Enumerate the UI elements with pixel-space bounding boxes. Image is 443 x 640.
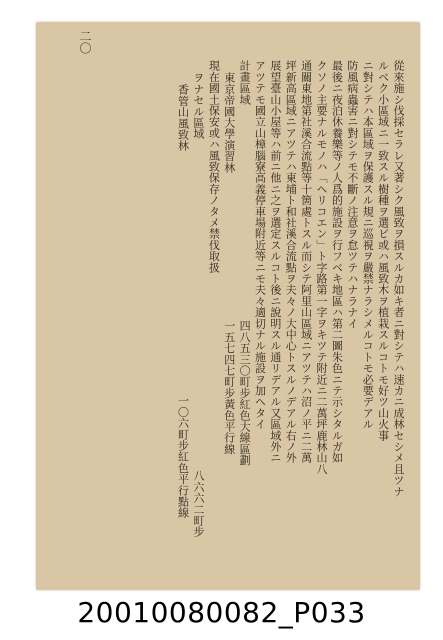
text-column — [283, 60, 298, 560]
text-column — [175, 60, 190, 584]
text-column — [191, 60, 206, 572]
column-text: 防風病蟲害ニ對シテモ不斷ノ注意ヲ怠ツテハナラナイ — [345, 60, 359, 329]
text-column — [221, 60, 236, 572]
column-text: アツテモ國立山樟腦寮高義停車場附近等ニモ夫々適切ナル施設ヲ加ヘタイ — [253, 60, 267, 430]
text-column — [344, 60, 359, 560]
area-value: 四八五三〇町步紅色大線區劃 — [238, 320, 252, 466]
column-text: 通關東地第社溪合流點等十箇處トスル而シテ阿里山區域ニアツテハ沼ノ平ニ二萬 — [299, 60, 313, 464]
image-caption: 20010080082_P033 — [77, 596, 366, 629]
area-label: 香管山風致林 — [176, 84, 190, 152]
text-column — [298, 60, 313, 560]
area-value: 一〇六町步紅色平行點線 — [176, 395, 190, 519]
text-column — [206, 60, 221, 560]
text-column — [375, 60, 390, 560]
column-text: 從來施シ伐採セラレ又著シク風致ヲ損スルカ如キ者ニ對シテハ速カニ成林セシメ且ツナ — [392, 60, 405, 497]
area-label: ヲナセル區域 — [191, 72, 205, 140]
column-text: 最後ニ夜泊休養樂等ノ人爲的施設ヲ行フベキ地區ハ第二圖朱色ニテ示シタルガ如 — [330, 60, 344, 464]
column-text: ルベク小區域ニ一致スル樹種ヲ選ビ或ハ風致木ヲ植栽スルコトモ好ツ山火事 — [376, 60, 390, 441]
column-text: 現在國土保安或ハ風致保存ノタメ禁伐取扱 — [207, 60, 221, 273]
column-text: 坪新高區域ニアツテハ東埔ト和社溪合流點ヲ夫々ノ大中心トスルノデアル右ノ外 — [284, 60, 298, 464]
text-column — [391, 60, 406, 560]
text-column — [237, 60, 252, 560]
column-text: クソノ主要ナルモノハ「ヘリコエン」ト字路第一字ヲキツテ附近ニ二萬坪鹿林山八 — [315, 60, 329, 475]
scanned-page — [36, 22, 420, 590]
text-column — [329, 60, 344, 560]
vertical-text-block — [106, 60, 406, 560]
text-column — [360, 60, 375, 560]
column-text: ニ對シテハ本區域ヲ保護スル規ニ巡視ヲ嚴禁ナラシメルコトモ必要デアル — [361, 60, 375, 430]
area-value: 一五七四七町步黃色平行線 — [222, 320, 236, 455]
text-column — [267, 60, 282, 560]
column-text: 展望臺山小屋等ハ前ニ他ニ之ヲ選定スルコト後ニ說明スル通リデアル又區域外ニ — [268, 60, 282, 464]
text-column — [252, 60, 267, 560]
area-value: 八六六二町步 — [191, 470, 205, 538]
text-column — [314, 60, 329, 560]
area-label: 東京帝國大學演習林 — [222, 72, 236, 173]
area-label: 計畫區域 — [238, 60, 252, 105]
page-number: 二〇 — [78, 30, 92, 54]
